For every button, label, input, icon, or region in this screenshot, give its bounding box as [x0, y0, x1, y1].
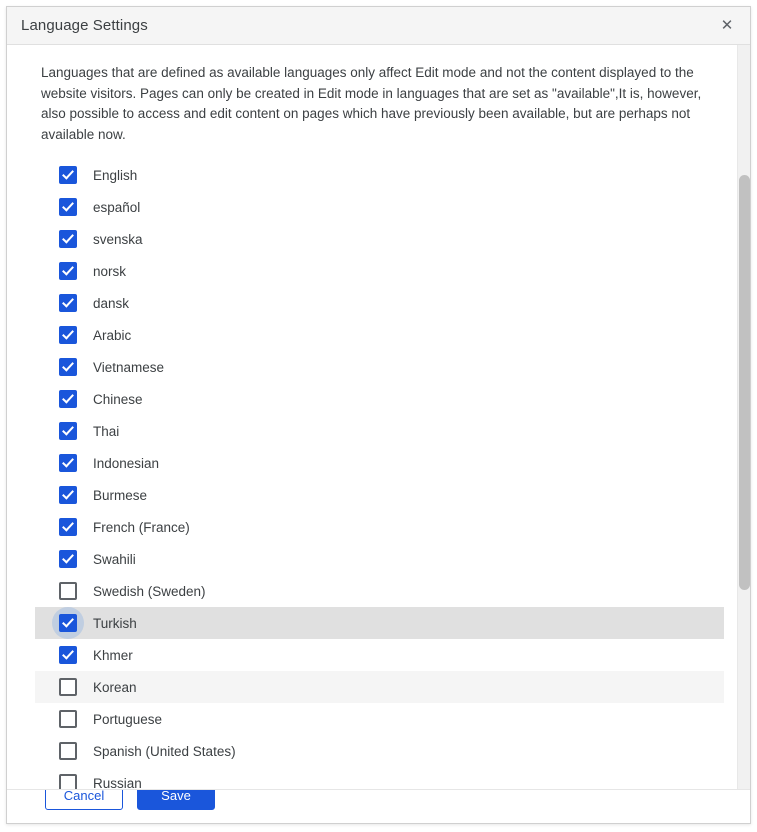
checkbox-checked-icon[interactable] — [59, 326, 77, 344]
checkbox-ripple — [59, 614, 77, 632]
language-label: norsk — [93, 263, 127, 279]
checkbox-checked-icon[interactable] — [59, 262, 77, 280]
checkbox-ripple — [59, 518, 77, 536]
checkbox-ripple — [59, 262, 77, 280]
checkbox-checked-icon[interactable] — [59, 230, 77, 248]
language-settings-dialog — [6, 6, 751, 824]
checkbox-checked-icon[interactable] — [59, 422, 77, 440]
language-label: English — [93, 167, 138, 183]
language-row[interactable] — [35, 511, 724, 543]
language-label: Russian — [93, 775, 142, 789]
language-row[interactable] — [35, 607, 724, 639]
language-row[interactable] — [35, 351, 724, 383]
close-icon[interactable]: ✕ — [720, 17, 734, 34]
language-row[interactable] — [35, 191, 724, 223]
language-label: svenska — [93, 231, 143, 247]
language-row[interactable] — [35, 575, 724, 607]
language-label: Vietnamese — [93, 359, 165, 375]
language-label: dansk — [93, 295, 130, 311]
language-row[interactable] — [35, 543, 724, 575]
checkbox-ripple — [59, 166, 77, 184]
language-label: Swahili — [93, 551, 136, 567]
checkbox-checked-icon[interactable] — [59, 454, 77, 472]
checkbox-ripple — [59, 422, 77, 440]
scroll-content — [7, 45, 750, 789]
language-label: Portuguese — [93, 711, 163, 727]
checkbox-ripple — [59, 678, 77, 696]
checkbox-checked-icon[interactable] — [59, 614, 77, 632]
vertical-scrollbar[interactable] — [737, 45, 750, 789]
language-label: Thai — [93, 423, 120, 439]
language-label: Korean — [93, 679, 137, 695]
checkbox-unchecked-icon[interactable] — [59, 710, 77, 728]
checkbox-checked-icon[interactable] — [59, 198, 77, 216]
checkbox-checked-icon[interactable] — [59, 358, 77, 376]
language-label: French (France) — [93, 519, 190, 535]
language-row[interactable] — [35, 703, 724, 735]
checkbox-ripple — [59, 390, 77, 408]
dialog-title: Language Settings — [21, 17, 148, 34]
footer-buttons — [45, 789, 215, 810]
scrollbar-thumb[interactable] — [739, 175, 750, 590]
checkbox-ripple — [59, 358, 77, 376]
language-row[interactable] — [35, 479, 724, 511]
checkbox-ripple — [59, 582, 77, 600]
language-row[interactable] — [35, 223, 724, 255]
language-row[interactable] — [35, 255, 724, 287]
language-label: español — [93, 199, 141, 215]
checkbox-checked-icon[interactable] — [59, 646, 77, 664]
checkbox-unchecked-icon[interactable] — [59, 774, 77, 789]
checkbox-ripple — [59, 774, 77, 789]
language-label: Swedish (Sweden) — [93, 583, 206, 599]
checkbox-checked-icon[interactable] — [59, 294, 77, 312]
checkbox-checked-icon[interactable] — [59, 550, 77, 568]
language-label: Khmer — [93, 647, 133, 663]
dialog-body — [7, 45, 750, 789]
language-row[interactable] — [35, 415, 724, 447]
language-row[interactable] — [35, 383, 724, 415]
checkbox-ripple — [59, 198, 77, 216]
dialog-footer — [7, 789, 750, 823]
language-row[interactable] — [35, 447, 724, 479]
checkbox-checked-icon[interactable] — [59, 166, 77, 184]
language-row[interactable] — [35, 159, 724, 191]
language-row[interactable] — [35, 735, 724, 767]
language-list — [35, 159, 724, 789]
language-label: Chinese — [93, 391, 143, 407]
checkbox-ripple — [59, 486, 77, 504]
cancel-button[interactable]: Cancel — [45, 789, 123, 810]
checkbox-checked-icon[interactable] — [59, 486, 77, 504]
checkbox-unchecked-icon[interactable] — [59, 582, 77, 600]
save-button[interactable]: Save — [137, 789, 215, 810]
checkbox-ripple — [59, 294, 77, 312]
checkbox-ripple — [59, 710, 77, 728]
language-row[interactable] — [35, 639, 724, 671]
dialog-titlebar — [7, 7, 750, 45]
language-label: Burmese — [93, 487, 148, 503]
checkbox-unchecked-icon[interactable] — [59, 678, 77, 696]
checkbox-ripple — [59, 742, 77, 760]
checkbox-ripple — [59, 646, 77, 664]
language-row[interactable] — [35, 671, 724, 703]
language-label: Arabic — [93, 327, 132, 343]
checkbox-ripple — [59, 230, 77, 248]
checkbox-checked-icon[interactable] — [59, 518, 77, 536]
checkbox-ripple — [59, 454, 77, 472]
checkbox-unchecked-icon[interactable] — [59, 742, 77, 760]
checkbox-ripple — [59, 550, 77, 568]
language-label: Turkish — [93, 615, 137, 631]
checkbox-ripple — [59, 326, 77, 344]
language-row[interactable] — [35, 319, 724, 351]
checkbox-checked-icon[interactable] — [59, 390, 77, 408]
language-row[interactable] — [35, 767, 724, 789]
language-row[interactable] — [35, 287, 724, 319]
language-label: Spanish (United States) — [93, 743, 236, 759]
language-label: Indonesian — [93, 455, 160, 471]
intro-text: Languages that are defined as available languages only affect Edit mode and not the content displayed to the website visitors. Pages can only be created in Edit mode in languages that are set as "available",It is, however, also possible to access and edit content on pages which have previously been available, but are perhaps not available now. — [41, 65, 702, 142]
